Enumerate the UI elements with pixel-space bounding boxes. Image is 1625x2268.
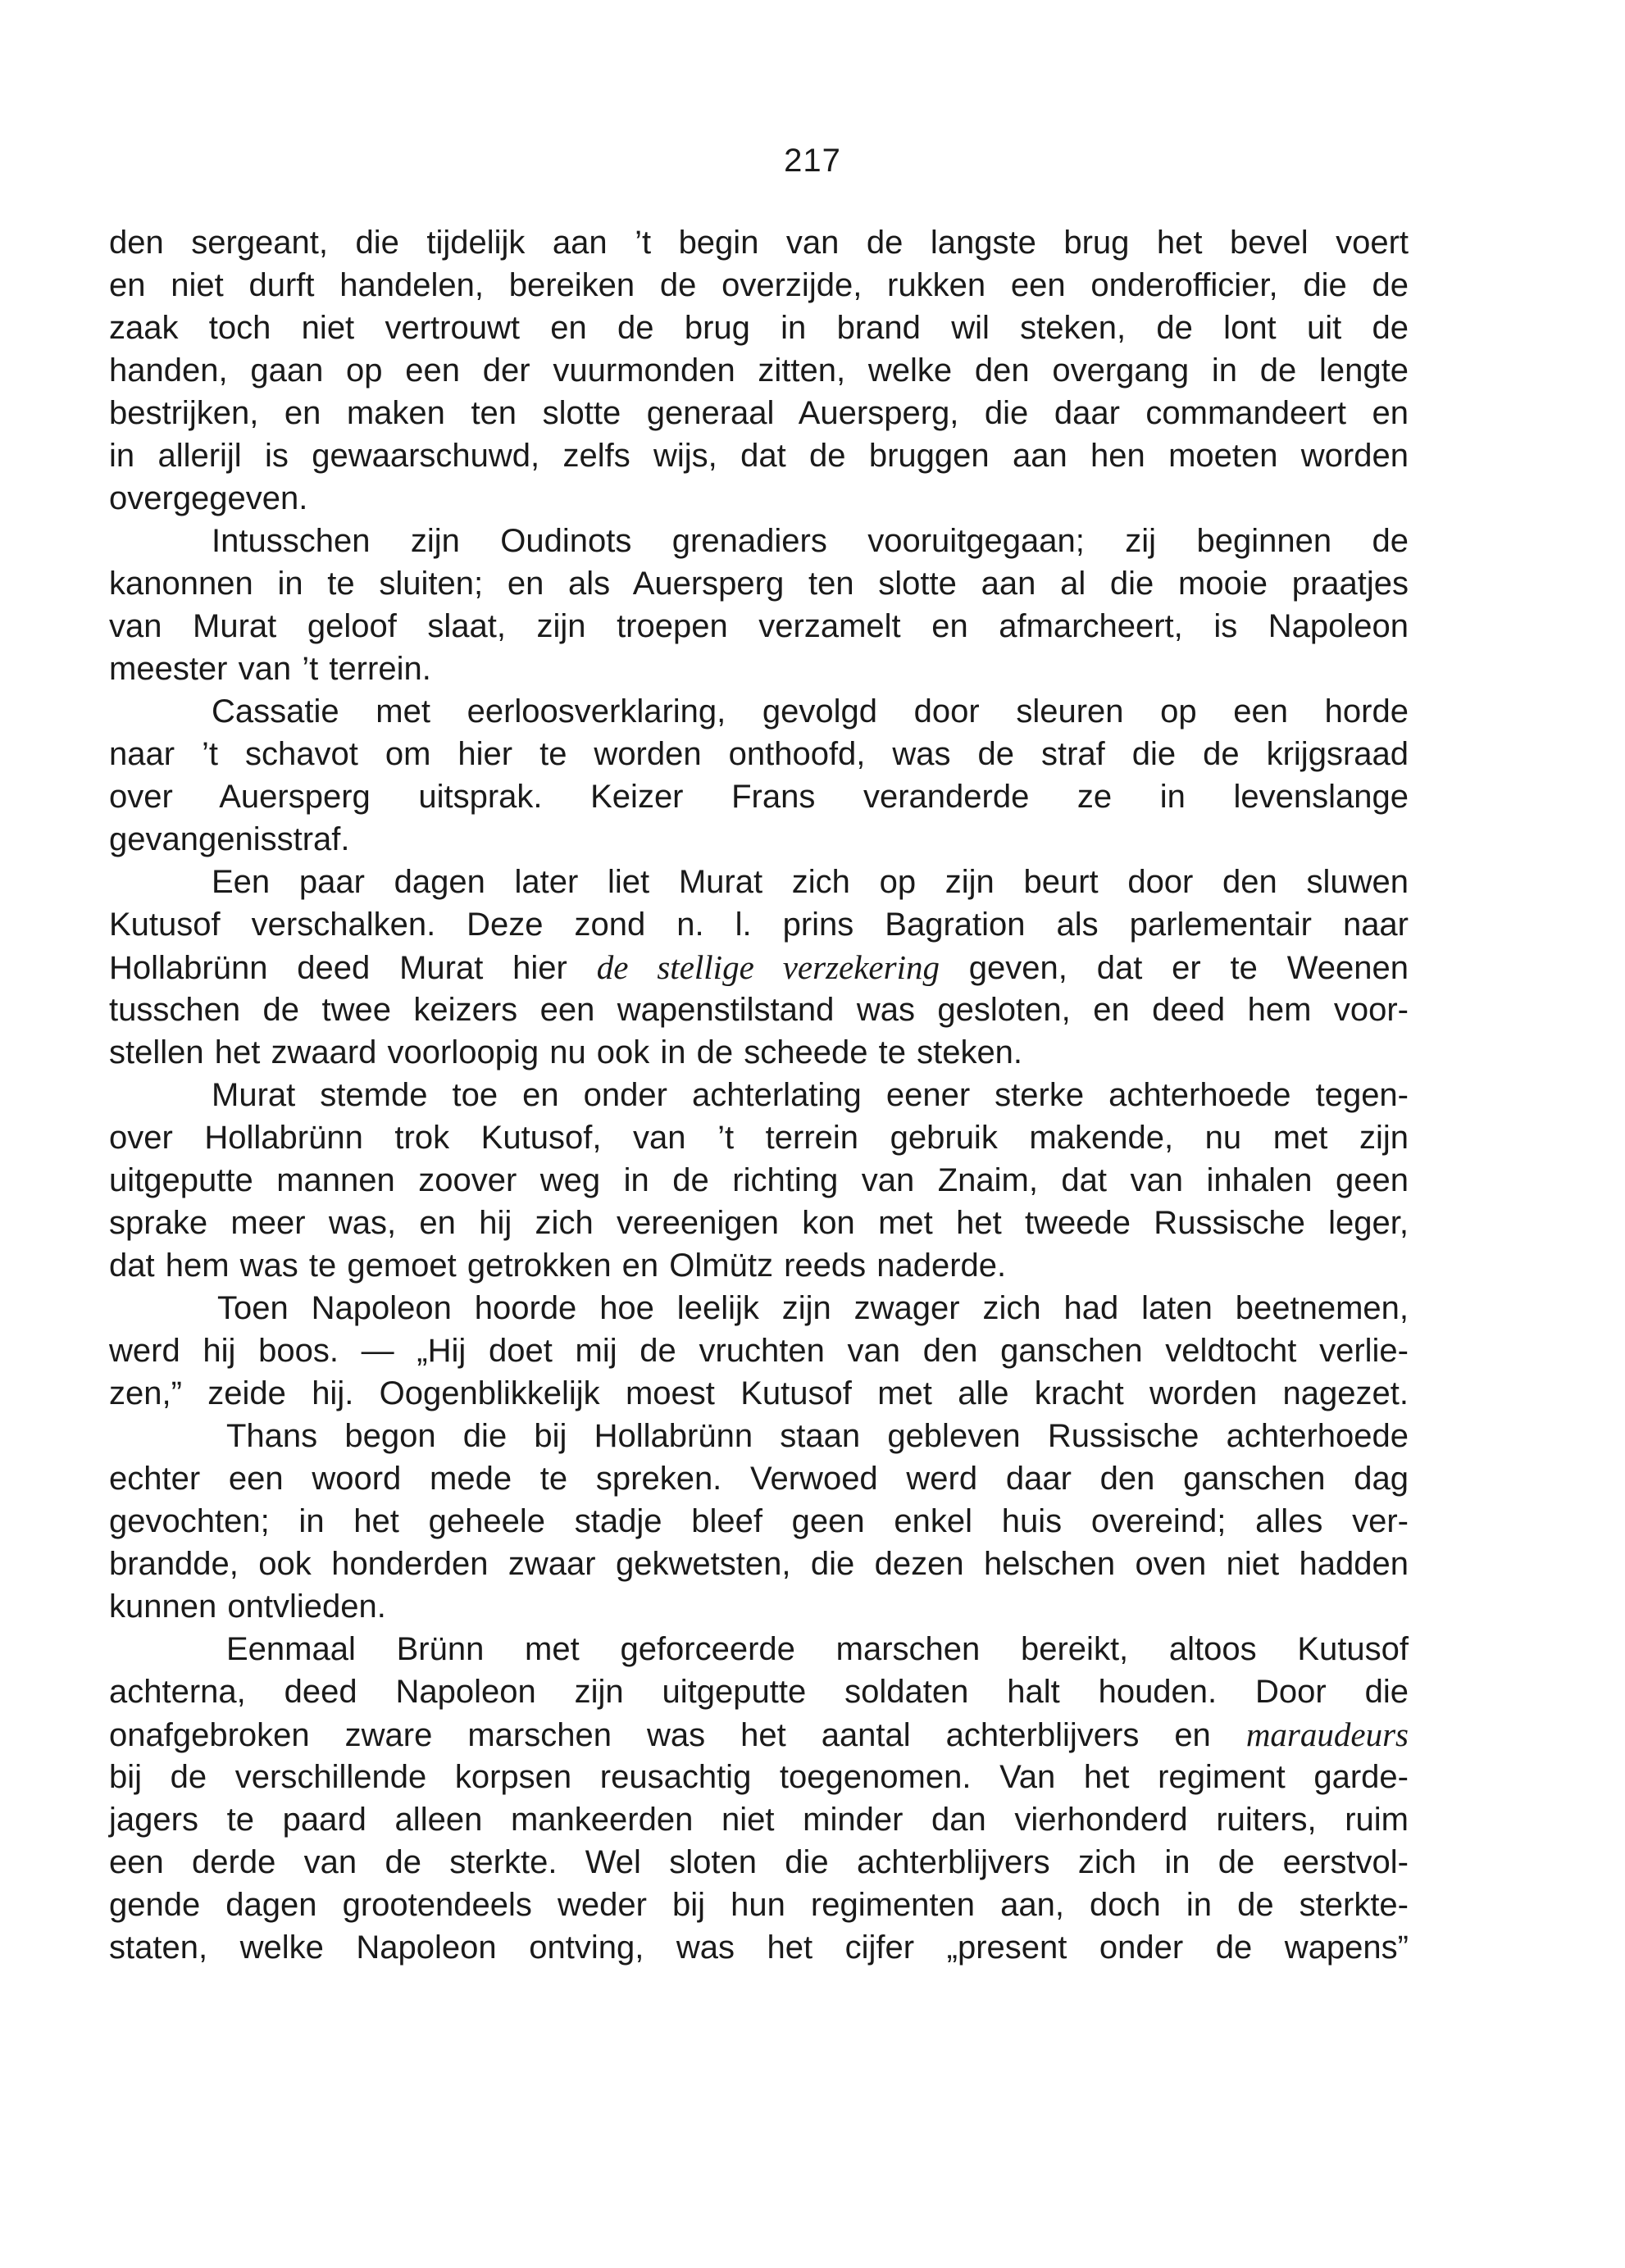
- paragraph-start-line: Murat stemde toe en onder achterlating eener sterke achterhoede tegen-: [212, 1077, 1409, 1113]
- text-line: tusschen de twee keizers een wapenstilstand was gesloten, en deed hem voor-: [109, 992, 1409, 1028]
- text-line: handen, gaan op een der vuurmonden zitten, welke den overgang in de lengte: [109, 352, 1409, 389]
- text-line: gende dagen grootendeels weder bij hun regimenten aan, doch in de sterkte-: [109, 1887, 1409, 1923]
- text-line: brandde, ook honderden zwaar gekwetsten, die dezen helschen oven niet hadden: [109, 1546, 1409, 1582]
- text-line: over Hollabrünn trok Kutusof, van ’t terrein gebruik makende, nu met zijn: [109, 1120, 1409, 1156]
- text-line-with-italic: [109, 946, 1409, 989]
- text-line: bestrijken, en maken ten slotte generaal Auersperg, die daar commandeert en: [109, 395, 1409, 431]
- text-line: echter een woord mede te spreken. Verwoed werd daar den ganschen dag: [109, 1461, 1409, 1497]
- paragraph-start-line: Toen Napoleon hoorde hoe leelijk zijn zwager zich had laten beetnemen,: [217, 1290, 1409, 1326]
- text-segment: geven, dat er te Weenen: [939, 950, 1409, 986]
- text-line: Kutusof verschalken. Deze zond n. l. prins Bagration als parlementair naar: [109, 907, 1409, 943]
- text-line: dat hem was te gemoet getrokken en Olmütz reeds naderde.: [109, 1248, 1007, 1284]
- text-line: van Murat geloof slaat, zijn troepen verzamelt en afmarcheert, is Napoleon: [109, 608, 1409, 644]
- text-line: en niet durft handelen, bereiken de overzijde, rukken een onderofficier, die de: [109, 267, 1409, 303]
- paragraph-start-line: Een paar dagen later liet Murat zich op zijn beurt door den sluwen: [212, 864, 1409, 900]
- paragraph-start-line: Cassatie met eerloosverklaring, gevolgd door sleuren op een horde: [212, 693, 1409, 729]
- text-line: jagers te paard alleen mankeerden niet minder dan vierhonderd ruiters, ruim: [109, 1802, 1409, 1838]
- text-line: over Auersperg uitsprak. Keizer Frans veranderde ze in levenslange: [109, 779, 1409, 815]
- italic-phrase: maraudeurs: [1245, 1716, 1409, 1753]
- text-line: achterna, deed Napoleon zijn uitgeputte soldaten halt houden. Door die: [109, 1674, 1409, 1710]
- text-line: den sergeant, die tijdelijk aan ’t begin van de langste brug het bevel voert: [109, 225, 1409, 261]
- page-number: 217: [784, 143, 841, 179]
- italic-phrase: de stellige verzekering: [596, 948, 940, 986]
- text-line: zen,” zeide hij. Oogenblikkelijk moest Kutusof met alle kracht worden nagezet.: [109, 1375, 1409, 1411]
- paragraph-start-line: Intusschen zijn Oudinots grenadiers vooruitgegaan; zij beginnen de: [212, 523, 1409, 559]
- text-line: sprake meer was, en hij zich vereenigen kon met het tweede Russische leger,: [109, 1205, 1409, 1241]
- text-line: een derde van de sterkte. Wel sloten die achterblijvers zich in de eerstvol-: [109, 1844, 1409, 1880]
- text-line: werd hij boos. — „Hij doet mij de vruchten van den ganschen veldtocht verlie-: [109, 1333, 1409, 1369]
- text-line: uitgeputte mannen zoover weg in de richting van Znaim, dat van inhalen geen: [109, 1162, 1409, 1198]
- paragraph-start-line: Eenmaal Brünn met geforceerde marschen bereikt, altoos Kutusof: [226, 1631, 1409, 1667]
- text-line: zaak toch niet vertrouwt en de brug in brand wil steken, de lont uit de: [109, 310, 1409, 346]
- text-segment: Hollabrünn deed Murat hier: [109, 950, 597, 986]
- text-segment: onafgebroken zware marschen was het aantal achterblijvers en: [109, 1717, 1246, 1753]
- text-line: staten, welke Napoleon ontving, was het cijfer „present onder de wapens”: [109, 1929, 1409, 1966]
- text-line: gevochten; in het geheele stadje bleef geen enkel huis overeind; alles ver-: [109, 1503, 1409, 1539]
- text-line: kanonnen in te sluiten; en als Auersperg ten slotte aan al die mooie praatjes: [109, 566, 1409, 602]
- text-line: bij de verschillende korpsen reusachtig toegenomen. Van het regiment garde-: [109, 1759, 1409, 1795]
- text-line: in allerijl is gewaarschuwd, zelfs wijs, dat de bruggen aan hen moeten worden: [109, 438, 1409, 474]
- text-line: naar ’t schavot om hier te worden onthoofd, was de straf die de krijgsraad: [109, 736, 1409, 772]
- paragraph-start-line: Thans begon die bij Hollabrünn staan gebleven Russische achterhoede: [226, 1418, 1409, 1454]
- text-line: meester van ’t terrein.: [109, 651, 431, 687]
- body-text: [109, 221, 1409, 1969]
- text-line: stellen het zwaard voorloopig nu ook in de scheede te steken.: [109, 1034, 1023, 1070]
- text-line-with-italic: [109, 1713, 1409, 1756]
- text-line: overgegeven.: [109, 480, 308, 516]
- text-line: gevangenisstraf.: [109, 821, 350, 857]
- text-line: kunnen ontvlieden.: [109, 1589, 386, 1625]
